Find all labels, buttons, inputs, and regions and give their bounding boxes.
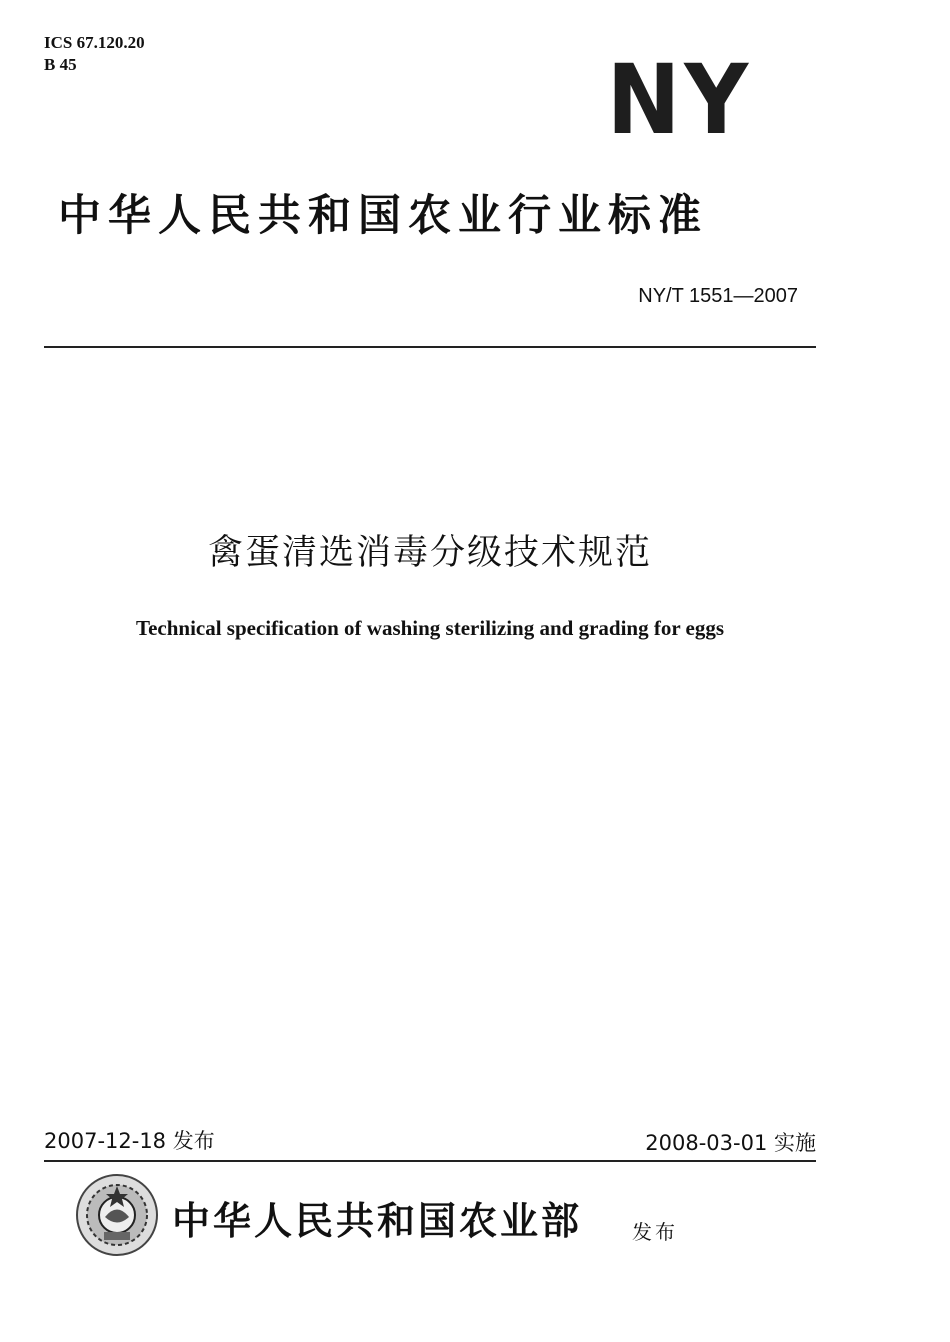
document-title-english: Technical specification of washing sterilizing and grading for eggs (135, 616, 725, 640)
standard-category-title: 中华人民共和国农业行业标准 (58, 191, 708, 241)
bottom-divider (44, 1160, 816, 1162)
publish-label: 发布 (632, 1220, 678, 1244)
issuing-ministry: 中华人民共和国农业部 (172, 1198, 583, 1243)
ics-code: ICS 67.120.20 (44, 33, 145, 52)
top-divider (44, 346, 816, 348)
implementation-date: 2008-03-01 实施 (645, 1131, 816, 1155)
document-title-chinese: 禽蛋清选消毒分级技术规范 (207, 533, 652, 573)
classification-codes (44, 32, 145, 76)
standard-number: NY/T 1551—2007 (638, 285, 798, 307)
issue-date: 2007-12-18 发布 (44, 1129, 215, 1153)
ny-logo: NY (606, 44, 752, 156)
national-emblem-icon (74, 1172, 160, 1258)
ccs-code: B 45 (44, 55, 77, 74)
